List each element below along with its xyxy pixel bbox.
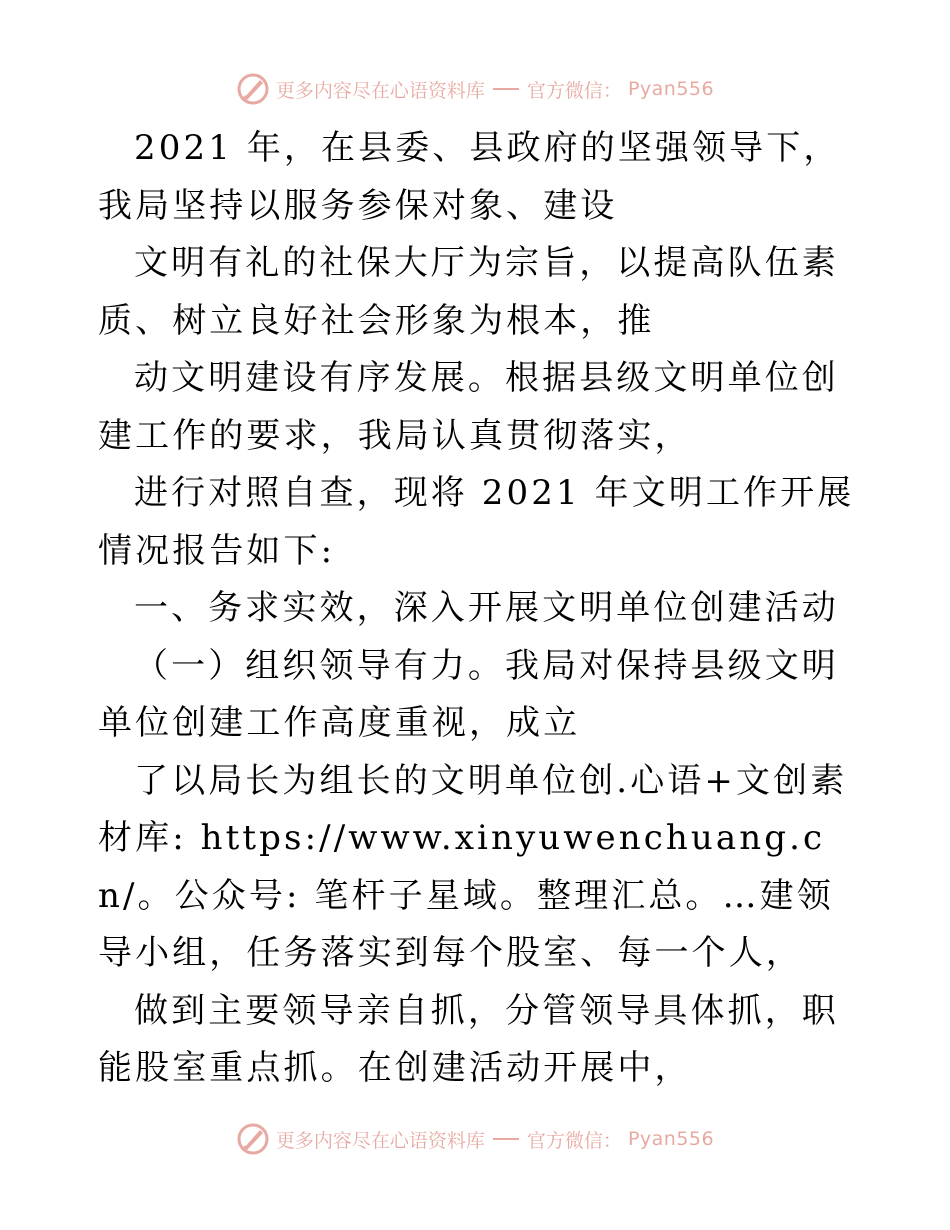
- header-watermark: [0, 69, 950, 109]
- watermark-official-label: 官方微信：: [526, 79, 622, 102]
- paragraph-3: 动文明建设有序发展。根据县级文明单位创建工作的要求，我局认真贯彻落实，: [98, 358, 839, 456]
- paragraph-5: （一）组织领导有力。我局对保持县级文明单位创建工作高度重视，成立: [98, 645, 839, 743]
- watermark-wechat-id: Pyan556: [627, 1128, 715, 1150]
- document-body: [98, 120, 858, 1098]
- paragraph-1: 2021 年，在县委、县政府的坚强领导下，我局坚持以服务参保对象、建设: [98, 128, 841, 226]
- watermark-site-text: 更多内容尽在心语资料库: [275, 79, 485, 102]
- watermark-site-text: 更多内容尽在心语资料库: [275, 1129, 485, 1152]
- quill-circle-logo-icon: [236, 1122, 270, 1156]
- paragraph-7: 做到主要领导亲自抓，分管领导具体抓，职能股室重点抓。在创建活动开展中，: [98, 990, 839, 1088]
- watermark-wechat-id: Pyan556: [627, 78, 715, 100]
- quill-circle-logo-icon: [236, 72, 270, 106]
- watermark-dash: [493, 1138, 519, 1140]
- footer-watermark: [0, 1119, 950, 1159]
- paragraph-4: 进行对照自查，现将 2021 年文明工作开展情况报告如下:: [98, 473, 855, 571]
- watermark-official-label: 官方微信：: [526, 1129, 622, 1152]
- paragraph-2: 文明有礼的社保大厅为宗旨，以提高队伍素质、树立良好社会形象为根本，推: [98, 243, 839, 341]
- watermark-dash: [493, 88, 519, 90]
- paragraph-6: 了以局长为组长的文明单位创.心语+文创素材库: https://www.xinyuwenchuang.cn/。公众号: 笔杆子星域。整理汇总。…建领导小组，任务落实到每个股室、每一个人，: [98, 760, 848, 973]
- section-heading-1: 一、务求实效，深入开展文明单位创建活动: [134, 588, 839, 628]
